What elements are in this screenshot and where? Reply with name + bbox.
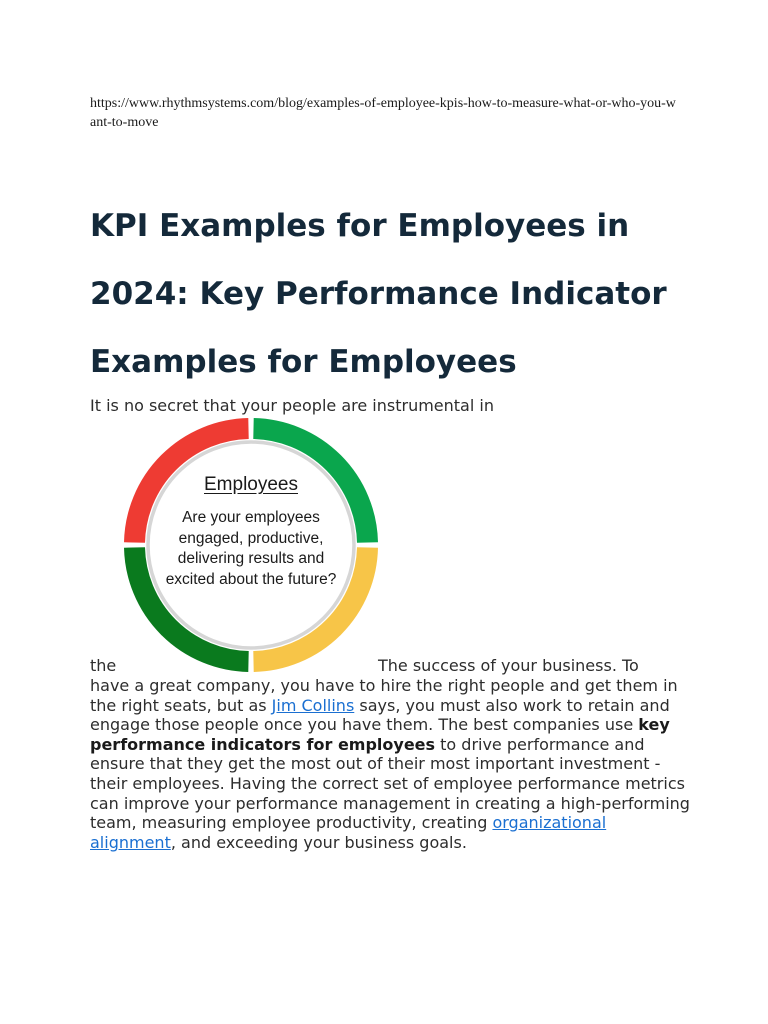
intro-text: It is no secret that your people are instrumental in (90, 396, 494, 415)
organizational-alignment-link[interactable]: organizational alignment (90, 813, 607, 852)
body-segment: , and exceeding your business goals. (170, 832, 467, 852)
body-segment: says, you must also work to retain and engage those people once you have them. The best companies use (90, 695, 670, 735)
bold-kpi-phrase: key performance indicators for employees (90, 715, 670, 754)
body-first-line: The success of your business. To (378, 656, 639, 675)
jim-collins-link[interactable]: Jim Collins (271, 695, 355, 715)
body-the: the (90, 656, 117, 675)
article-title: KPI Examples for Employees in 2024: Key Performance Indicator Examples for Employees (90, 208, 667, 380)
source-url: https://www.rhythmsystems.com/blog/examples-of-employee-kpis-how-to-measure-what-or-who-you-want-to-move (90, 96, 676, 130)
employees-figure (120, 414, 382, 676)
figure-title: Employees (204, 474, 298, 495)
body-segment: have a great company, you have to hire the right people and get them in the right seats, but as (90, 676, 678, 715)
figure-question: Are your employees engaged, productive, delivering results and excited about the future? (165, 509, 337, 588)
body-paragraph (90, 676, 690, 852)
body-segment: to drive performance and ensure that they get the most out of their most important investment - their employees. Having the correct set of employee performance metrics can improve your performance management in creating a high-performing team, measuring employee productivity, creating (90, 734, 690, 833)
